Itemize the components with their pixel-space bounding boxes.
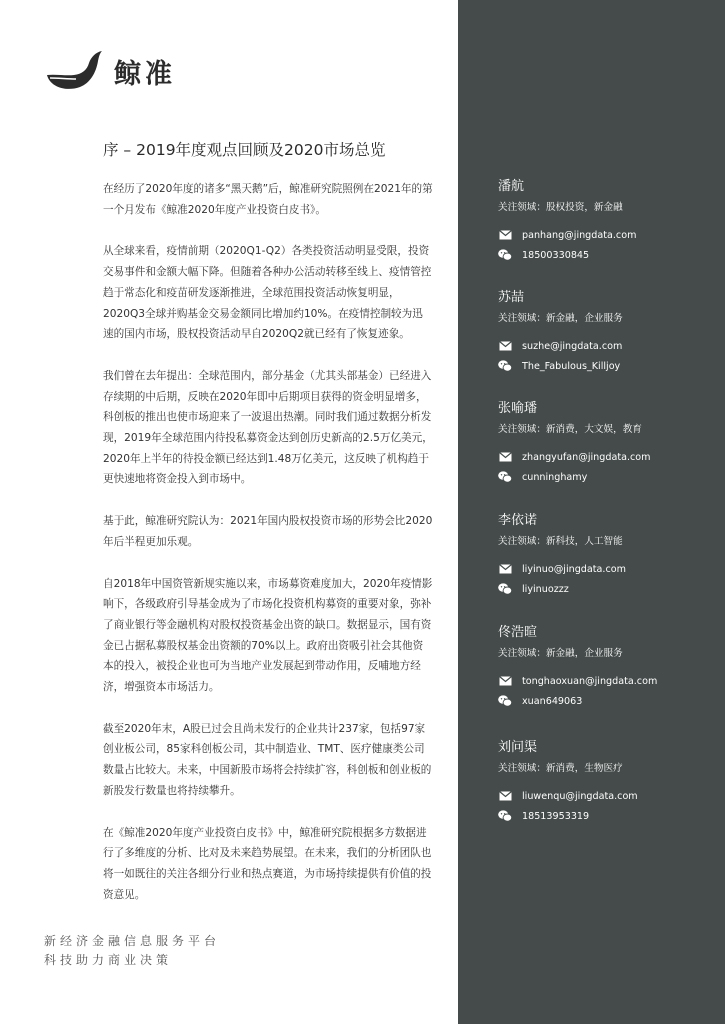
mail-icon — [498, 340, 512, 352]
contact-sidebar — [458, 0, 725, 1024]
mail-icon — [498, 451, 512, 463]
mail-icon — [498, 675, 512, 687]
contact-name: 佟浩暄 — [498, 625, 538, 640]
contact-wechat: cunninghamy — [522, 471, 588, 483]
contact-card — [498, 739, 718, 826]
contact-email[interactable]: tonghaoxuan@jingdata.com — [522, 675, 658, 687]
wechat-icon — [498, 249, 512, 261]
slogan — [44, 932, 220, 970]
contact-card — [498, 289, 718, 376]
contact-card — [498, 624, 718, 711]
contact-field: 关注领域：股权投资，新金融 — [498, 202, 623, 213]
mail-icon — [498, 563, 512, 575]
contact-name: 苏喆 — [498, 290, 525, 305]
paragraph: 基于此，鲸准研究院认为：2021年国内股权投资市场的形势会比2020年后半程更加乐观。 — [103, 515, 433, 548]
wechat-icon — [498, 583, 512, 595]
contact-email[interactable]: liyinuo@jingdata.com — [522, 563, 626, 575]
contact-email[interactable]: panhang@jingdata.com — [522, 229, 637, 241]
slogan-line: 新经济金融信息服务平台 — [44, 934, 221, 948]
mail-icon — [498, 229, 512, 241]
mail-icon — [498, 790, 512, 802]
wechat-icon — [498, 695, 512, 707]
page-title: 序 – 2019年度观点回顾及2020市场总览 — [103, 141, 386, 159]
preface-body — [103, 179, 433, 926]
contact-name: 李依诺 — [498, 513, 538, 528]
brand-logo — [44, 46, 176, 96]
contact-name: 潘航 — [498, 179, 525, 194]
contact-email[interactable]: zhangyufan@jingdata.com — [522, 451, 651, 463]
contact-wechat: The_Fabulous_Killjoy — [522, 360, 621, 372]
paragraph: 截至2020年末，A股已过会且尚未发行的企业共计237家，包括97家创业板公司，85家科创板公司，其中制造业、TMT、医疗健康类公司数量占比较大。未来，中国新股市场将会持续扩容，科创板和创业板的新股发行数量也将持续攀升。 — [103, 722, 432, 797]
paragraph: 从全球来看，疫情前期（2020Q1-Q2）各类投资活动明显受限，投资交易事件和金额大幅下降。但随着各种办公活动转移至线上、疫情管控趋于常态化和疫苗研发逐渐推进，全球范围投资活动恢复明显，2020Q3全球并购基金交易金额同比增加约10%。在疫情控制较为迅速的国内市场，股权投资活动早自2020Q2就已经有了恢复迹象。 — [103, 245, 432, 341]
contact-wechat: 18513953319 — [522, 810, 590, 822]
paragraph: 我们曾在去年提出：全球范围内，部分基金（尤其头部基金）已经进入存续期的中后期，反映在2020年即中后期项目获得的资金明显增多，科创板的推出也使市场迎来了一波退出热潮。同时我们通过数据分析发现，2019年全球范围内待投私募资金达到创历史新高的2.5万亿美元，2020年上半年的待投金额已经达到1.48万亿美元，这反映了机构趋于更快速地将资金投入到市场中。 — [103, 369, 433, 486]
brand-name: 鲸准 — [114, 58, 176, 90]
wechat-icon — [498, 360, 512, 372]
wechat-icon — [498, 471, 512, 483]
contact-wechat: 18500330845 — [522, 249, 590, 261]
contact-name: 刘问渠 — [498, 740, 538, 755]
contact-field: 关注领域：新金融，企业服务 — [498, 313, 623, 324]
contact-email[interactable]: suzhe@jingdata.com — [522, 340, 623, 352]
contact-email[interactable]: liuwenqu@jingdata.com — [522, 790, 638, 802]
whale-icon — [44, 49, 104, 93]
contact-field: 关注领域：新金融，企业服务 — [498, 648, 623, 659]
paragraph: 在《鲸准2020年度产业投资白皮书》中，鲸准研究院根据多方数据进行了多维度的分析、比对及未来趋势展望。在未来，我们的分析团队也将一如既往的关注各细分行业和热点赛道，为市场持续提供有价值的投资意见。 — [103, 826, 432, 901]
contact-field: 关注领域：新科技，人工智能 — [498, 536, 623, 547]
contact-card — [498, 400, 718, 487]
contact-wechat: liyinuozzz — [522, 583, 569, 595]
contact-field: 关注领域：新消费，生物医疗 — [498, 763, 623, 774]
contact-card — [498, 512, 718, 599]
contact-field: 关注领域：新消费，大文娱，教育 — [498, 424, 642, 435]
contact-name: 张喻璠 — [498, 401, 538, 416]
slogan-line: 科技助力商业决策 — [44, 953, 173, 967]
paragraph: 在经历了2020年度的诸多“黑天鹅”后，鲸准研究院照例在2021年的第一个月发布《鲸准2020年度产业投资白皮书》。 — [103, 183, 433, 216]
contact-wechat: xuan649063 — [522, 695, 583, 707]
contact-card — [498, 178, 718, 265]
wechat-icon — [498, 810, 512, 822]
paragraph: 自2018年中国资管新规实施以来，市场募资难度加大，2020年疫情影响下，各级政府引导基金成为了市场化投资机构募资的重要对象，弥补了商业银行等金融机构对股权投资基金出资的缺口。数据显示，国有资金已占据私募股权基金出资额的70%以上。政府出资吸引社会其他资本的投入，被投企业也可为当地产业发展起到带动作用，反哺地方经济，增强资本市场活力。 — [103, 577, 433, 694]
